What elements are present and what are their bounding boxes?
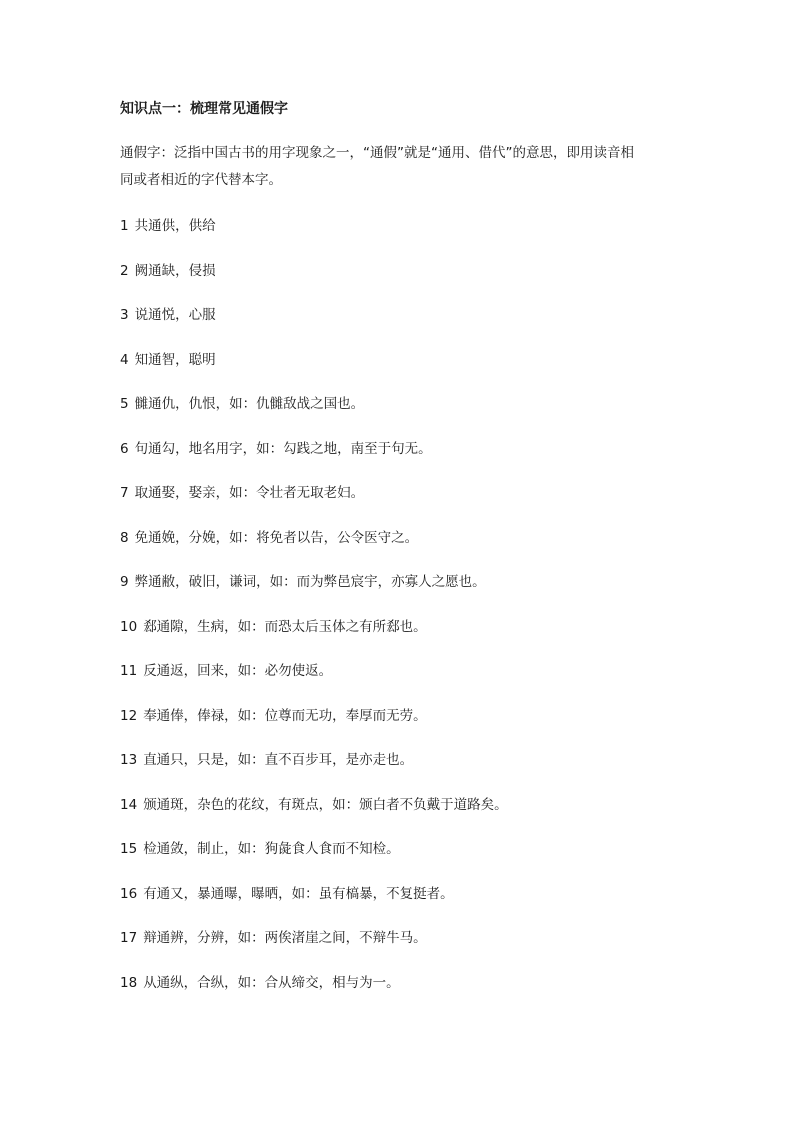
item-number: 8 xyxy=(120,529,129,546)
item-text: 弊通敝，破旧，谦词，如：而为弊邑宸宇，亦寡人之愿也。 xyxy=(134,574,486,590)
section-heading: 知识点一：梳理常见通假字 xyxy=(120,101,288,117)
item-text: 句通勾，地名用字，如：勾践之地，南至于句无。 xyxy=(134,440,432,457)
item-number: 17 xyxy=(120,930,138,946)
item-number: 12 xyxy=(120,707,138,724)
item-number: 15 xyxy=(120,841,138,857)
item-number: 5 xyxy=(120,396,129,412)
list-item xyxy=(120,394,508,439)
list-item xyxy=(120,617,508,662)
intro-line: 同或者相近的字代替本字。 xyxy=(120,172,282,188)
item-number: 1 xyxy=(120,218,129,234)
list-item xyxy=(120,350,508,395)
item-text: 共通供，供给 xyxy=(134,218,216,234)
item-number: 14 xyxy=(120,796,138,813)
item-number: 11 xyxy=(120,663,138,679)
list-item xyxy=(120,750,508,795)
item-text: 奉通俸，俸禄，如：位尊而无功，奉厚而无劳。 xyxy=(143,707,427,724)
item-number: 6 xyxy=(120,440,129,457)
list-item xyxy=(120,216,508,261)
item-text: 从通纵，合纵，如：合从缔交，相与为一。 xyxy=(143,974,400,991)
list-item xyxy=(120,572,508,617)
list-item xyxy=(120,261,508,306)
item-text: 说通悦，心服 xyxy=(134,307,216,323)
item-number: 4 xyxy=(120,351,129,368)
item-number: 9 xyxy=(120,574,129,590)
item-text: 辩通辨，分辨，如：两俟渚崖之间，不辩牛马。 xyxy=(143,930,427,946)
tongjia-list xyxy=(120,216,508,1017)
list-item xyxy=(120,839,508,884)
list-item xyxy=(120,305,508,350)
item-number: 7 xyxy=(120,485,129,501)
item-number: 18 xyxy=(120,974,138,991)
item-number: 3 xyxy=(120,307,129,323)
item-text: 颁通斑，杂色的花纹，有斑点，如：颁白者不负戴于道路矣。 xyxy=(143,796,508,813)
item-text: 直通只，只是，如：直不百步耳，是亦走也。 xyxy=(143,752,414,768)
intro-line: 通假字：泛指中国古书的用字现象之一，“通假”就是“通用、借代”的意思，即用读音相 xyxy=(120,145,634,161)
item-number: 10 xyxy=(120,618,138,635)
item-text: 有通又，暴通曝，曝晒，如：虽有槁暴，不复挺者。 xyxy=(143,885,454,902)
item-number: 16 xyxy=(120,885,138,902)
list-item xyxy=(120,928,508,973)
list-item xyxy=(120,483,508,528)
intro-paragraph xyxy=(120,140,690,194)
list-item xyxy=(120,661,508,706)
list-item xyxy=(120,884,508,929)
list-item xyxy=(120,439,508,484)
list-item xyxy=(120,528,508,573)
item-number: 2 xyxy=(120,262,129,279)
item-text: 取通娶，娶亲，如：令壮者无取老妇。 xyxy=(134,485,365,501)
item-text: 阙通缺，侵损 xyxy=(134,262,216,279)
item-text: 雠通仇，仇恨，如：仇雠敌战之国也。 xyxy=(134,396,365,412)
item-text: 反通返，回来，如：必勿使返。 xyxy=(143,663,333,679)
item-text: 检通敛，制止，如：狗彘食人食而不知检。 xyxy=(143,841,400,857)
item-text: 免通娩，分娩，如：将免者以告，公令医守之。 xyxy=(134,529,419,546)
list-item xyxy=(120,706,508,751)
item-text: 知通智，聪明 xyxy=(134,351,216,368)
list-item xyxy=(120,795,508,840)
item-text: 郄通隙，生病，如：而恐太后玉体之有所郄也。 xyxy=(143,618,427,635)
item-number: 13 xyxy=(120,752,138,768)
list-item xyxy=(120,973,508,1018)
